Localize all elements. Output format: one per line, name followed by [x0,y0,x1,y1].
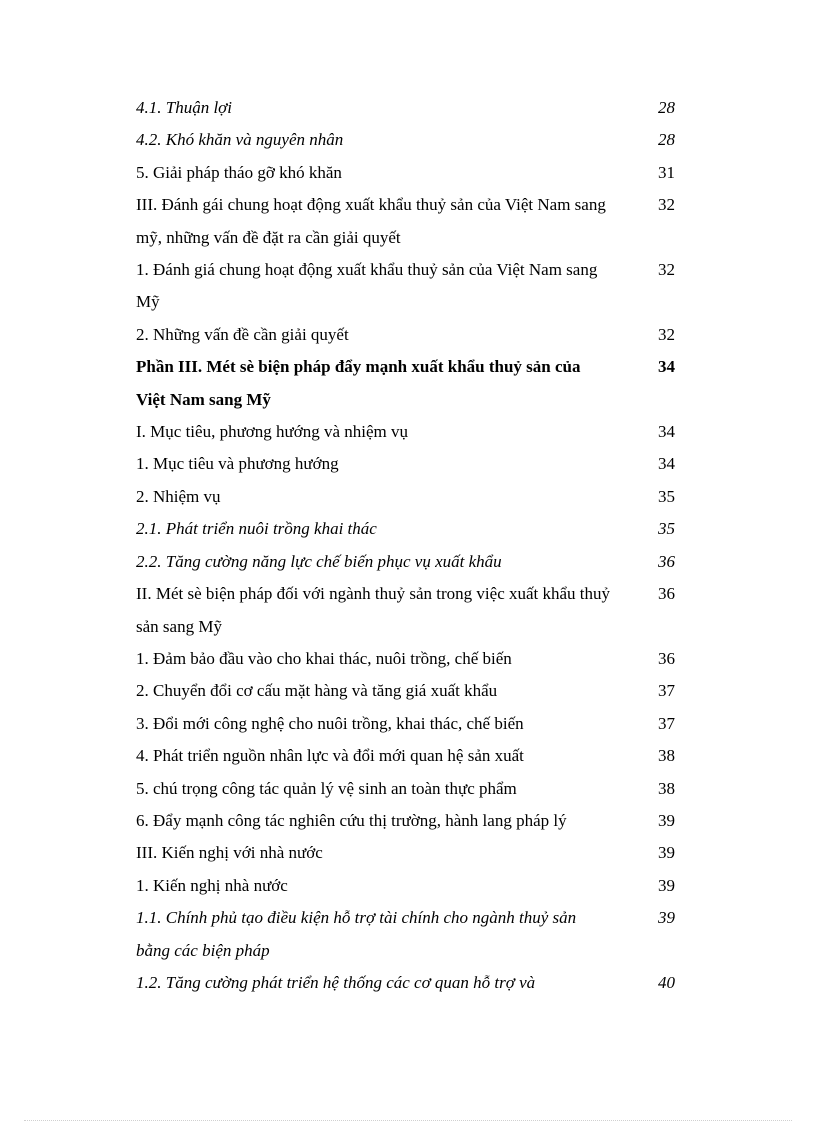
toc-entry-title: 1. Đảm bảo đầu vào cho khai thác, nuôi trồng, chế biến [136,648,512,668]
toc-entry[interactable] [136,481,681,513]
toc-entry-page: 28 [658,130,675,150]
toc-entry-page: 36 [658,584,675,604]
toc-entry-title: 1. Đánh giá chung hoạt động xuất khẩu thuỷ sản của Việt Nam sang Mỹ [136,260,598,312]
toc-entry-title: 3. Đổi mới công nghệ cho nuôi trồng, khai thác, chế biến [136,713,524,733]
toc-entry-title: Phần III. Mét sè biện pháp đẩy mạnh xuất khẩu thuỷ sản của Việt Nam sang Mỹ [136,357,581,409]
toc-entry-page: 32 [658,324,675,344]
toc-entry-page: 35 [658,486,675,506]
toc-entry-page: 28 [658,98,675,117]
toc-entry[interactable] [136,157,681,189]
toc-entry-title: 4.1. Thuận lợi [136,98,232,117]
toc-entry-title: 6. Đẩy mạnh công tác nghiên cứu thị trường, hành lang pháp lý [136,810,567,830]
toc-entry-page: 39 [658,908,675,928]
toc-entry[interactable] [136,837,681,869]
toc-entry-page: 32 [658,260,675,280]
toc-entry-title: 2. Nhiệm vụ [136,486,221,506]
toc-entry[interactable] [136,448,681,480]
toc-entry-page: 39 [658,810,675,830]
toc-entry-title: II. Mét sè biện pháp đối với ngành thuỷ sản trong việc xuất khẩu thuỷ sản sang Mỹ [136,584,611,636]
toc-entry[interactable] [136,870,681,902]
toc-entry-page: 39 [658,875,675,895]
toc-entry-page: 38 [658,778,675,798]
toc-entry-page: 35 [658,519,675,539]
toc-entry-title: 1.2. Tăng cường phát triển hệ thống các cơ quan hỗ trợ và [136,972,536,992]
toc-entry[interactable] [136,675,681,707]
toc-entry-title: III. Đánh gái chung hoạt động xuất khẩu thuỷ sản của Việt Nam sang mỹ, những vấn đề đặt ra cần giải quyết [136,195,606,247]
toc-entry-title: 2.1. Phát triển nuôi trồng khai thác [136,519,377,539]
toc-entry-title: 5. Giải pháp tháo gỡ khó khăn [136,162,342,182]
toc-entry[interactable] [136,416,681,448]
toc-entry[interactable] [136,351,681,416]
page-bottom-divider [24,1120,792,1121]
toc-entry-page: 37 [658,681,675,701]
toc-entry[interactable] [136,513,681,545]
toc-entry-page: 39 [658,843,675,863]
toc-entry-page: 40 [658,972,675,992]
toc-entry-page: 34 [658,454,675,474]
toc-entry-title: 1. Mục tiêu và phương hướng [136,454,339,474]
toc-entry[interactable] [136,773,681,805]
toc-entry-title: 5. chú trọng công tác quản lý vệ sinh an toàn thực phẩm [136,778,517,798]
toc-entry[interactable] [136,967,681,999]
toc-entry-title: 2. Những vấn đề cần giải quyết [136,324,349,344]
toc-entry-title: 1. Kiến nghị nhà nước [136,875,288,895]
toc-entry[interactable] [136,254,681,319]
toc-entry-title: I. Mục tiêu, phương hướng và nhiệm vụ [136,422,409,442]
toc-entry[interactable] [136,92,681,124]
toc-entry[interactable] [136,902,681,967]
toc-entry-page: 32 [658,195,675,215]
toc-entry-title: 1.1. Chính phủ tạo điều kiện hỗ trợ tài chính cho ngành thuỷ sản bằng các biện pháp [136,908,577,960]
toc-entry[interactable] [136,189,681,254]
toc-entry-page: 34 [658,357,675,377]
toc-entry-title: III. Kiến nghị với nhà nước [136,843,323,863]
toc-entry[interactable] [136,546,681,578]
toc-entry-page: 36 [658,648,675,668]
toc-entry-title: 2. Chuyển đổi cơ cấu mặt hàng và tăng giá xuất khẩu [136,681,498,701]
toc-entry-page: 31 [658,162,675,182]
toc-entry-page: 36 [658,551,675,571]
toc-entry[interactable] [136,319,681,351]
toc-entry-page: 34 [658,422,675,442]
toc-entry[interactable] [136,124,681,156]
toc-entry[interactable] [136,740,681,772]
table-of-contents [136,92,681,999]
toc-entry-title: 4. Phát triển nguồn nhân lực và đổi mới quan hệ sản xuất [136,746,524,766]
toc-entry-page: 38 [658,746,675,766]
toc-entry-title: 4.2. Khó khăn và nguyên nhân [136,130,344,150]
toc-entry[interactable] [136,643,681,675]
toc-entry[interactable] [136,805,681,837]
toc-entry[interactable] [136,578,681,643]
toc-entry-page: 37 [658,713,675,733]
toc-entry[interactable] [136,708,681,740]
toc-entry-title: 2.2. Tăng cường năng lực chế biến phục vụ xuất khẩu [136,551,502,571]
